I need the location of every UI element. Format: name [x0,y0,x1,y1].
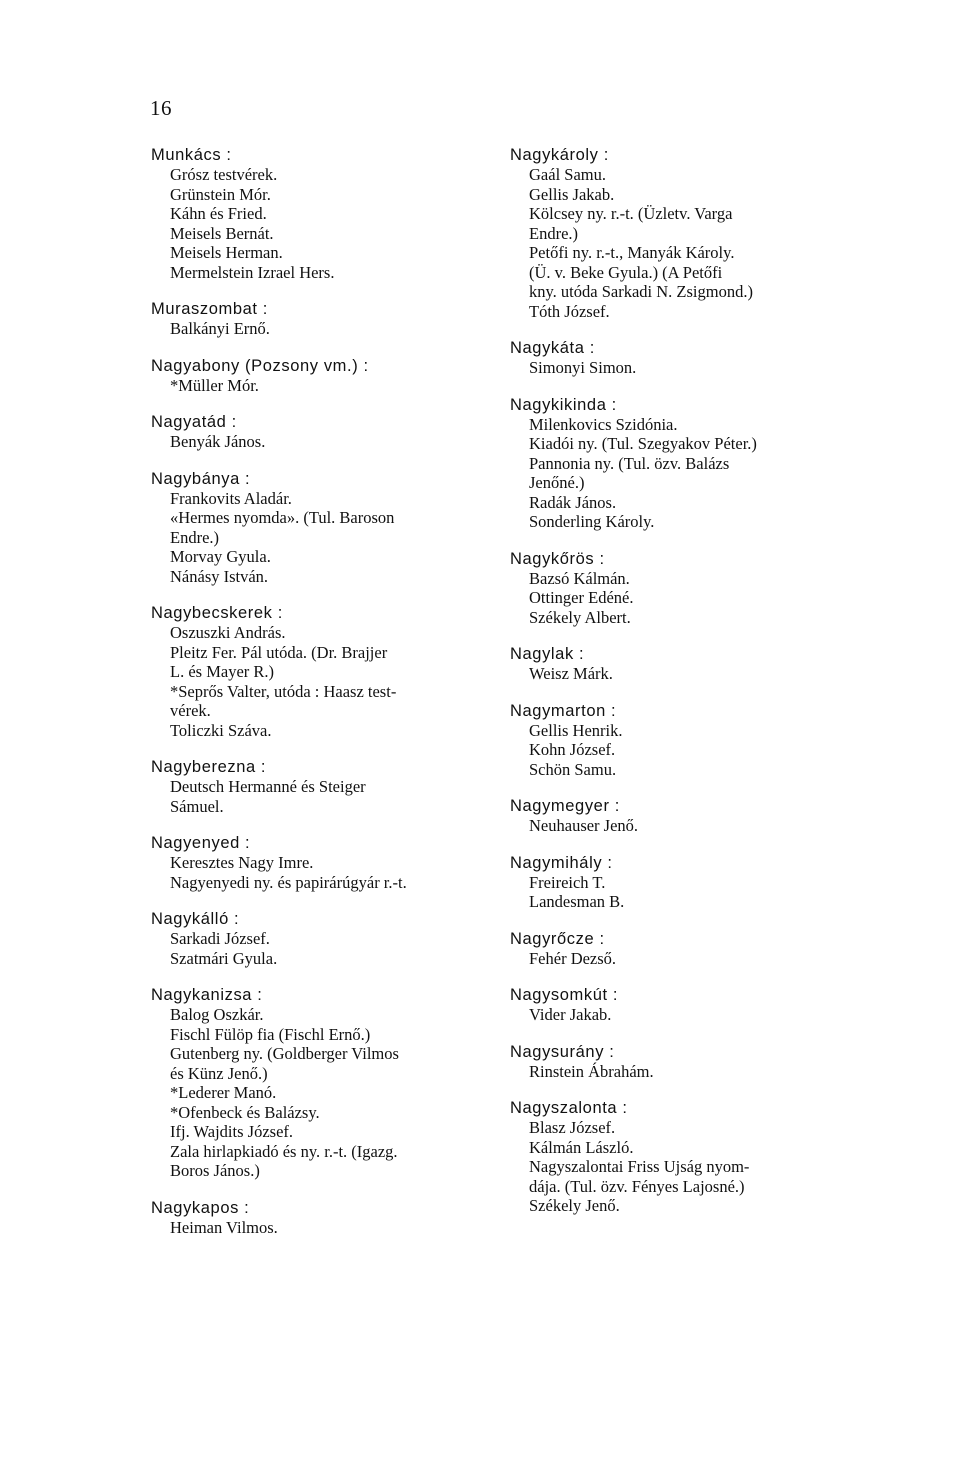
entry-line: Endre.) [170,527,220,547]
entry [170,623,501,643]
entry-line: Meisels Herman. [170,243,283,262]
entry-line: Balkányi Ernő. [170,319,270,338]
town-heading: Nagylak : [510,645,585,663]
entry-line: Weisz Márk. [529,664,613,683]
entry-line: Tóth József. [529,301,610,321]
entry [529,664,860,684]
entry-list [510,816,860,836]
entry-line: Gaál Samu. [529,165,606,184]
entry [170,682,501,721]
entry [170,721,501,741]
entry-line: Rinstein Ábrahám. [529,1061,654,1081]
town-section [510,1042,860,1082]
entry-line: Grósz testvérek. [170,165,278,184]
town-heading: Nagykapos : [151,1198,250,1217]
entry [529,588,860,608]
entry-list [510,873,860,912]
town-section [151,603,501,740]
town-heading: Nagybánya : [151,469,251,488]
entry [529,569,860,589]
entry-line: Pannonia ny. (Tul. özv. Balázs [529,453,730,473]
entry-line: Freireich T. [529,872,606,892]
entry-line: Jenőné.) [529,473,585,492]
entry [170,873,501,893]
entry [170,263,501,283]
entry-line: Káhn és Fried. [170,204,267,223]
entry-list [151,777,501,816]
entry-line: Landesman B. [529,892,625,911]
town-section [510,1098,860,1216]
entry [170,929,501,949]
entry-line: Kohn József. [529,740,616,759]
town-heading: Nagyenyed : [151,834,251,852]
town-heading: Nagyabony (Pozsony vm.) : [151,356,369,375]
entry-line: kny. utóda Sarkadi N. Zsigmond.) [529,282,753,301]
entry-list [151,853,501,892]
entry [170,643,501,682]
entry [170,949,501,969]
entry-line: Grünstein Mór. [170,184,271,204]
entry [529,512,860,532]
entry-list [510,569,860,628]
entry-line: Oszuszki András. [170,623,286,642]
entry-line: Gellis Jakab. [529,184,615,204]
entry [529,721,860,741]
entry [529,243,860,302]
town-heading: Nagykikinda : [510,395,617,414]
entry [529,493,860,513]
entry [529,816,860,836]
entry-line: Gutenberg ny. (Goldberger Vilmos [170,1044,399,1063]
entry-line: Keresztes Nagy Imre. [170,853,314,872]
entry-line: *Seprős Valter, utóda : Haasz test- [170,681,397,701]
entry-line: Szatmári Gyula. [170,948,278,968]
town-heading: Nagyszalonta : [510,1099,628,1117]
town-section [151,469,501,587]
town-heading: Nagyatád : [151,413,237,431]
town-section [510,796,860,836]
entry-list [151,1005,501,1181]
entry [529,185,860,205]
entry-line: Deutsch Hermanné és Steiger [170,777,366,796]
town-section [510,985,860,1025]
entry-line: *Ofenbeck és Balázsy. [170,1102,320,1122]
entry [170,1025,501,1045]
page-number: 16 [150,96,172,120]
entry [170,185,501,205]
entry [529,1062,860,1082]
entry [529,1005,860,1025]
entry-line: Sámuel. [170,796,224,816]
entry-line: Nánásy István. [170,566,269,586]
entry-list [151,623,501,740]
entry-line: Endre.) [529,223,579,243]
entry-line: Bazsó Kálmán. [529,568,630,588]
entry-line: Fischl Fülöp fia (Fischl Ernő.) [170,1024,371,1044]
town-section [151,145,501,282]
entry [170,1218,501,1238]
entry-line: Pleitz Fer. Pál utóda. (Dr. Brajjer [170,642,388,662]
town-section [510,644,860,684]
town-heading: Nagymarton : [510,701,617,720]
entry [529,608,860,628]
town-heading: Nagyberezna : [151,758,267,776]
entry [170,547,501,567]
entry-list [510,1062,860,1082]
entry-list [151,489,501,587]
entry [529,1157,860,1196]
entry [529,204,860,243]
entry [170,1083,501,1103]
entry-list [510,1118,860,1216]
entry-line: Morvay Gyula. [170,547,271,566]
entry-line: «Hermes nyomda». (Tul. Baroson [170,508,395,527]
entry [170,853,501,873]
entry-list [510,721,860,780]
entry-line: (Ü. v. Beke Gyula.) (A Petőfi [529,262,723,282]
entry [529,165,860,185]
entry-line: Sonderling Károly. [529,512,655,531]
entry [529,302,860,322]
town-section [151,985,501,1181]
entry-list [510,664,860,684]
entry-line: Gellis Henrik. [529,720,623,740]
entry-line: Ottinger Edéné. [529,588,634,607]
entry-line: Simonyi Simon. [529,358,637,377]
town-heading: Nagykanizsa : [151,986,263,1004]
town-section [151,1198,501,1238]
town-section [510,145,860,321]
town-section [151,299,501,339]
town-heading: Munkács : [151,146,232,164]
entry [529,434,860,454]
entry [170,204,501,224]
entry [529,358,860,378]
town-heading: Nagykároly : [510,146,609,164]
entry-line: Zala hirlapkiadó és ny. r.-t. (Igazg. [170,1141,398,1161]
entry [170,319,501,339]
entry-line: dája. (Tul. özv. Fényes Lajosné.) [529,1176,745,1196]
town-section [151,412,501,452]
entry [529,1138,860,1158]
entry-line: Nagyenyedi ny. és papirárúgyár r.-t. [170,872,407,892]
entry-line: Schön Samu. [529,759,617,779]
town-heading: Nagybecskerek : [151,604,283,622]
town-heading: Nagymegyer : [510,797,620,815]
entry [170,1122,501,1142]
town-section [510,395,860,532]
entry-line: Frankovits Aladár. [170,488,292,508]
entry [529,1118,860,1138]
entry [529,415,860,435]
entry [170,777,501,816]
town-section [151,356,501,396]
town-section [151,757,501,816]
entry-line: Radák János. [529,492,617,512]
entry-line: Balog Oszkár. [170,1005,264,1024]
entry-line: Milenkovics Szidónia. [529,414,678,434]
entry-list [151,929,501,968]
town-section [510,701,860,780]
entry-line: Heiman Vilmos. [170,1217,278,1237]
entry-list [510,415,860,532]
entry-line: Székely Albert. [529,607,631,627]
town-section [510,853,860,912]
entry [170,567,501,587]
entry-line: Ifj. Wajdits József. [170,1122,294,1141]
entry [170,1044,501,1083]
entry [529,892,860,912]
entry-line: Székely Jenő. [529,1196,620,1215]
entry-line: Boros János.) [170,1161,260,1180]
entry [170,1103,501,1123]
entry-line: Blasz József. [529,1118,616,1137]
town-heading: Nagyrőcze : [510,929,605,948]
town-section [510,929,860,969]
entry [529,760,860,780]
entry-line: Kölcsey ny. r.-t. (Üzletv. Varga [529,204,733,223]
right-column [510,145,860,1233]
entry-line: Toliczki Száva. [170,720,272,740]
town-heading: Nagysomkút : [510,986,619,1004]
entry-list [510,1005,860,1025]
left-column [151,145,501,1254]
town-heading: Muraszombat : [151,300,268,318]
entry-line: Meisels Bernát. [170,223,274,243]
entry-line: és Künz Jenő.) [170,1063,268,1083]
entry [529,454,860,493]
town-section [151,833,501,892]
entry [170,243,501,263]
entry-list [510,949,860,969]
entry-line: *Lederer Manó. [170,1083,277,1102]
town-heading: Nagykőrös : [510,549,605,568]
entry-line: Mermelstein Izrael Hers. [170,262,335,282]
town-heading: Nagymihály : [510,853,613,872]
entry [529,949,860,969]
entry-line: Nagyszalontai Friss Ujság nyom- [529,1157,750,1176]
entry-line: Kiadói ny. (Tul. Szegyakov Péter.) [529,434,757,453]
entry [170,376,501,396]
entry [529,873,860,893]
entry [170,1142,501,1181]
town-heading: Nagykáta : [510,339,595,357]
entry [170,224,501,244]
entry [529,1196,860,1216]
entry-list [151,1218,501,1238]
entry-line: *Müller Mór. [170,375,259,395]
entry-line: Fehér Dezső. [529,948,617,968]
entry-line: L. és Mayer R.) [170,662,275,681]
entry-list [151,432,501,452]
entry-list [510,165,860,321]
town-heading: Nagykálló : [151,910,240,928]
town-section [510,549,860,628]
entry [170,1005,501,1025]
entry-line: Neuhauser Jenő. [529,816,639,835]
entry-list [151,319,501,339]
entry-list [151,165,501,282]
entry-line: Sarkadi József. [170,929,270,948]
entry [529,740,860,760]
entry [170,432,501,452]
entry-line: vérek. [170,701,211,720]
town-heading: Nagysurány : [510,1042,615,1061]
entry [170,508,501,547]
entry-list [151,376,501,396]
entry [170,165,501,185]
entry-line: Kálmán László. [529,1137,634,1157]
entry-line: Petőfi ny. r.-t., Manyák Károly. [529,243,735,262]
entry [170,489,501,509]
town-section [151,909,501,968]
entry-list [510,358,860,378]
entry-line: Vider Jakab. [529,1005,612,1024]
town-section [510,338,860,378]
entry-line: Benyák János. [170,432,266,451]
